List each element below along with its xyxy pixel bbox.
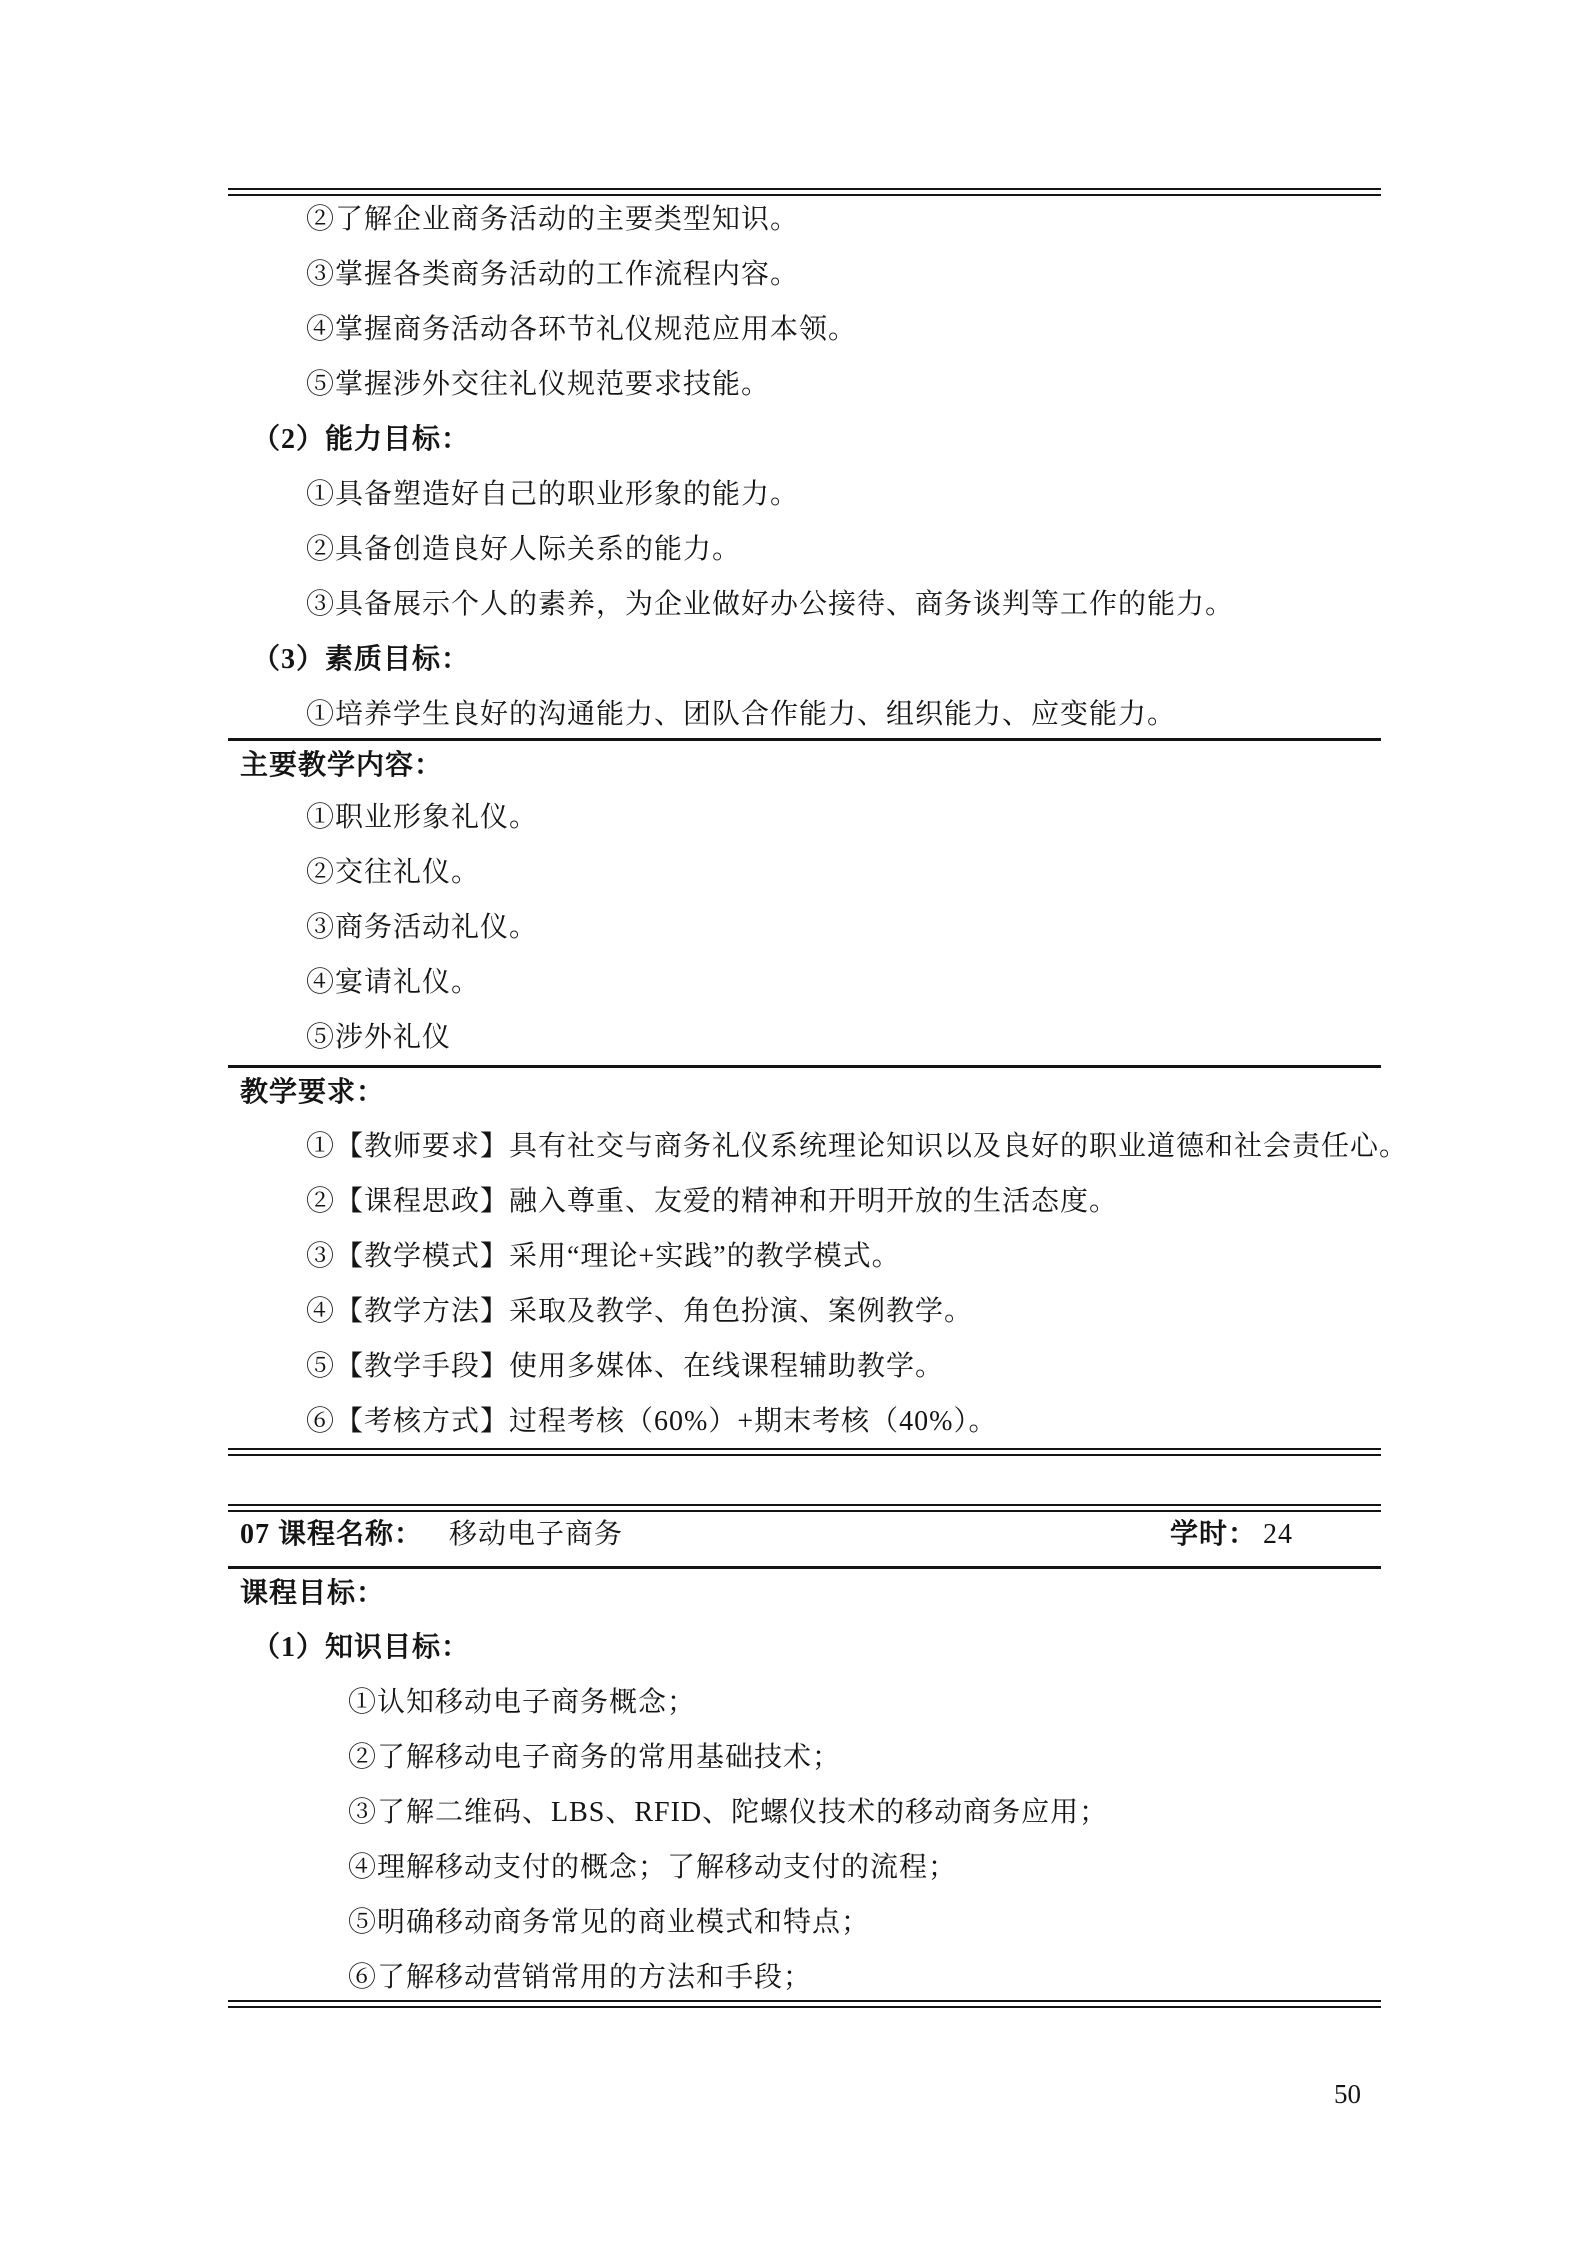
table2-header-divider bbox=[228, 1566, 1381, 1569]
content-item: ③商务活动礼仪。 bbox=[306, 912, 539, 943]
course-title-row bbox=[240, 1518, 623, 1552]
course-number-label: 07 课程名称： bbox=[240, 1519, 424, 1550]
ability-item: ①具备塑造好自己的职业形象的能力。 bbox=[306, 479, 800, 510]
hours-label: 学时： bbox=[1170, 1519, 1258, 1550]
table1-bottom-border bbox=[228, 1448, 1381, 1456]
quality-item: ①培养学生良好的沟通能力、团队合作能力、组织能力、应变能力。 bbox=[306, 699, 1177, 730]
table2-bottom-border bbox=[228, 2000, 1381, 2008]
requirement-item: ③【教学模式】采用“理论+实践”的教学模式。 bbox=[306, 1241, 901, 1272]
table1-row-divider bbox=[228, 738, 1381, 741]
ability-goal-heading: （2）能力目标： bbox=[252, 424, 471, 455]
hours-value: 24 bbox=[1263, 1519, 1294, 1550]
knowledge-item: ③了解二维码、LBS、RFID、陀螺仪技术的移动商务应用； bbox=[348, 1797, 1109, 1828]
requirement-item: ②【课程思政】融入尊重、友爱的精神和开明开放的生活态度。 bbox=[306, 1186, 1119, 1217]
knowledge-item: ②了解企业商务活动的主要类型知识。 bbox=[306, 204, 800, 235]
requirement-item: ④【教学方法】采取及教学、角色扮演、案例教学。 bbox=[306, 1296, 974, 1327]
course-hours bbox=[1170, 1518, 1293, 1552]
course-name: 移动电子商务 bbox=[449, 1519, 624, 1550]
requirement-item: ⑤【教学手段】使用多媒体、在线课程辅助教学。 bbox=[306, 1351, 945, 1382]
table1-row-divider bbox=[228, 1065, 1381, 1068]
knowledge-item: ⑥了解移动营销常用的方法和手段； bbox=[348, 1962, 813, 1993]
knowledge-item: ⑤明确移动商务常见的商业模式和特点； bbox=[348, 1907, 871, 1938]
knowledge-goal-heading: （1）知识目标： bbox=[252, 1632, 471, 1663]
requirement-item: ①【教师要求】具有社交与商务礼仪系统理论知识以及良好的职业道德和社会责任心。 bbox=[306, 1131, 1409, 1162]
knowledge-item: ④掌握商务活动各环节礼仪规范应用本领。 bbox=[306, 314, 858, 345]
quality-goal-heading: （3）素质目标： bbox=[252, 644, 471, 675]
content-item: ⑤涉外礼仪 bbox=[306, 1022, 452, 1053]
content-item: ②交往礼仪。 bbox=[306, 857, 481, 888]
knowledge-item: ②了解移动电子商务的常用基础技术； bbox=[348, 1742, 842, 1773]
teaching-content-heading: 主要教学内容： bbox=[240, 750, 444, 781]
ability-item: ②具备创造良好人际关系的能力。 bbox=[306, 534, 742, 565]
teaching-requirements-heading: 教学要求： bbox=[240, 1077, 386, 1108]
knowledge-item: ⑤掌握涉外交往礼仪规范要求技能。 bbox=[306, 369, 771, 400]
table2-top-border bbox=[228, 1504, 1381, 1512]
knowledge-item: ③掌握各类商务活动的工作流程内容。 bbox=[306, 259, 800, 290]
requirement-item: ⑥【考核方式】过程考核（60%）+期末考核（40%）。 bbox=[306, 1406, 998, 1437]
table1-top-border bbox=[228, 188, 1381, 196]
page-number: 50 bbox=[1334, 2079, 1361, 2109]
knowledge-item: ④理解移动支付的概念；了解移动支付的流程； bbox=[348, 1852, 958, 1883]
knowledge-item: ①认知移动电子商务概念； bbox=[348, 1687, 697, 1718]
content-item: ④宴请礼仪。 bbox=[306, 967, 481, 998]
content-item: ①职业形象礼仪。 bbox=[306, 802, 539, 833]
ability-item: ③具备展示个人的素养，为企业做好办公接待、商务谈判等工作的能力。 bbox=[306, 589, 1235, 620]
course-objectives-heading: 课程目标： bbox=[240, 1578, 386, 1609]
